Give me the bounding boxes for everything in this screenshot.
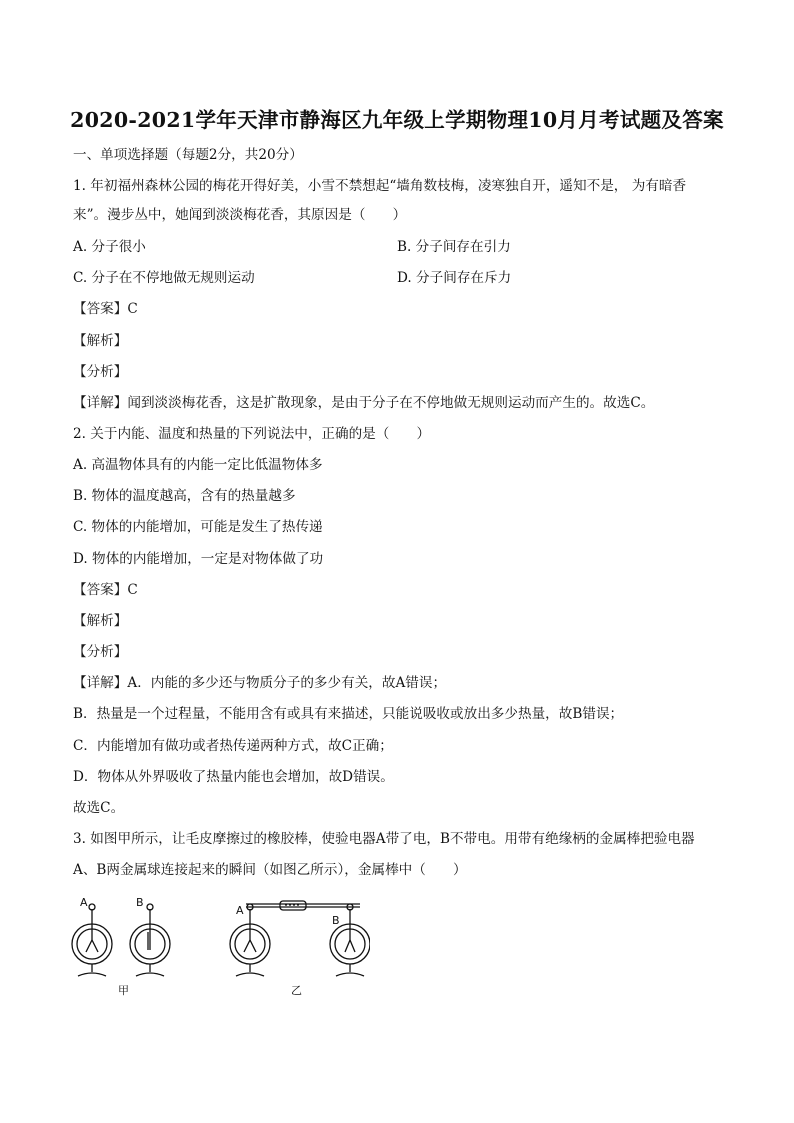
electroscope-b-jia (130, 904, 170, 976)
caption-yi: 乙 (291, 984, 302, 997)
caption-jia: 甲 (118, 984, 129, 997)
label-a-yi: A (236, 904, 244, 917)
q1-detail: 【详解】闻到淡淡梅花香，这是扩散现象，是由于分子在不停地做无规则运动而产生的。故选C。 (73, 395, 655, 411)
q2-detail-b: B．热量是一个过程量，不能用含有或具有来描述，只能说吸收或放出多少热量，故B错误； (73, 706, 624, 722)
q2-answer: 【答案】C (73, 582, 138, 598)
q2-detail-d: D．物体从外界吸收了热量内能也会增加，故D错误。 (73, 769, 394, 785)
page-title: 2020-2021学年天津市静海区九年级上学期物理10月月考试题及答案 (70, 108, 724, 132)
label-a-jia: A (80, 896, 88, 909)
q2-detail-a: 【详解】A．内能的多少还与物质分子的多少有关，故A错误； (73, 675, 447, 691)
section-heading: 一、单项选择题（每题2分，共20分） (73, 147, 303, 163)
q1-fenxi: 【分析】 (73, 364, 128, 380)
q2-option-b: B. 物体的温度越高，含有的热量越多 (73, 488, 296, 504)
q1-option-d: D. 分子间存在斥力 (397, 270, 512, 286)
q2-option-a: A. 高温物体具有的内能一定比低温物体多 (73, 457, 323, 473)
q2-option-c: C. 物体的内能增加，可能是发生了热传递 (73, 519, 323, 535)
metal-rod-with-handle (246, 901, 360, 910)
label-b-jia: B (136, 896, 144, 909)
q1-stem-line2: 来”。漫步丛中，她闻到淡淡梅花香，其原因是（ ） (73, 207, 407, 223)
q2-stem: 2. 关于内能、温度和热量的下列说法中，正确的是（ ） (73, 426, 431, 442)
electroscope-a-jia (72, 904, 112, 976)
q2-option-d: D. 物体的内能增加，一定是对物体做了功 (73, 551, 324, 567)
q2-analysis: 【解析】 (73, 613, 128, 629)
q2-fenxi: 【分析】 (73, 644, 128, 660)
q1-analysis: 【解析】 (73, 333, 128, 349)
q3-stem-line1: 3. 如图甲所示，让毛皮摩擦过的橡胶棒，使验电器A带了电，B不带电。用带有绝缘柄的金属棒把验电器 (73, 831, 695, 847)
q1-stem-line1: 1. 年初福州森林公园的梅花开得好美，小雪不禁想起“墙角数枝梅，凌寒独自开，遥知不是， 为有暗香 (73, 178, 687, 194)
q2-detail-c: C．内能增加有做功或者热传递两种方式，故C正确； (73, 738, 393, 754)
q1-option-a: A. 分子很小 (73, 239, 146, 255)
q1-option-c: C. 分子在不停地做无规则运动 (73, 270, 255, 286)
q1-answer: 【答案】C (73, 301, 138, 317)
electroscope-figure (70, 892, 370, 1002)
q1-option-b: B. 分子间存在引力 (397, 239, 511, 255)
label-b-yi: B (332, 914, 340, 927)
q2-conclusion: 故选C。 (73, 800, 125, 816)
q3-stem-line2: A、B两金属球连接起来的瞬间（如图乙所示），金属棒中（ ） (73, 862, 467, 878)
